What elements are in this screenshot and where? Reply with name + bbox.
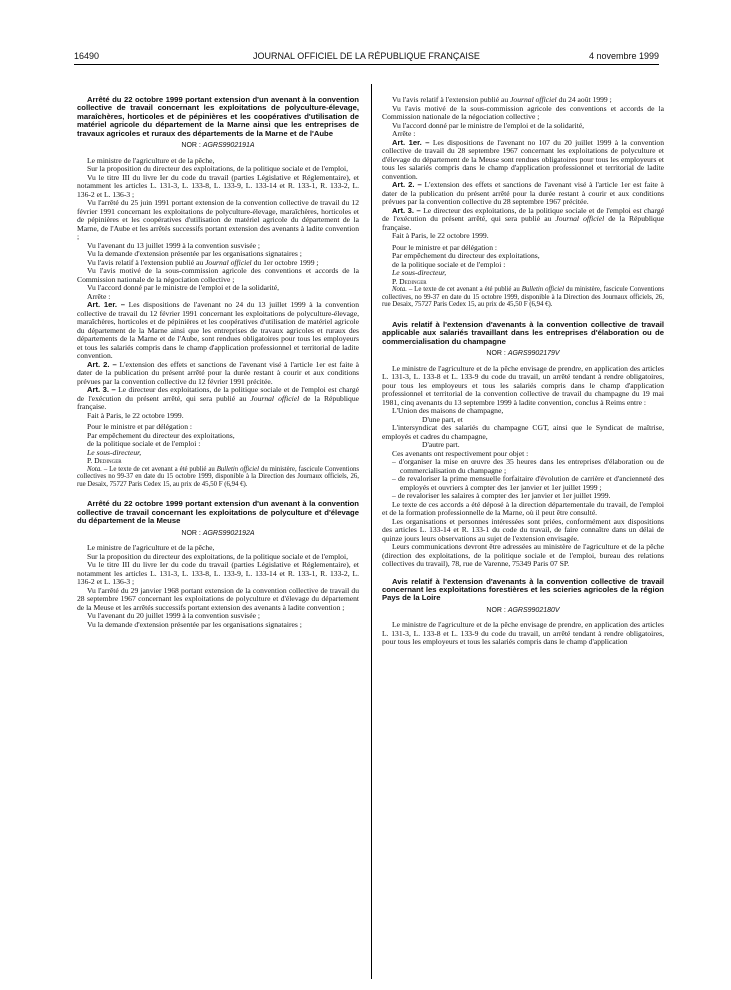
journal-ref: Journal officiel [555, 214, 605, 223]
nota-text: du ministère, fascicule Conventions collectives no 99-37 en date du 15 octobre 1999, disponible à la Direction des Journaux officiels, 26, rue Desaix, 75727 Paris Cedex 15, au prix de 45,50 F (6,94 €). [77, 465, 360, 488]
header-rule [74, 64, 659, 65]
left-column [77, 96, 359, 629]
journal-ref: Journal officiel [510, 95, 557, 104]
article-label: Art. 1er. – [87, 300, 125, 310]
article-1 [382, 139, 664, 182]
nor-label: NOR : [486, 350, 506, 357]
article-text: Les dispositions de l'avenant no 24 du 13 juillet 1999 à la convention collective de travail du 12 février 1991 concernant les exploitations de polyculture-élevage, maraîchères, horticoles et de pépinières et les coopératives d'utilisation de matériel agricole du département de la Marne ainsi que les entreprises de travaux agricoles et ruraux des départements de la Marne et de l'Aube, sont rendues obligatoires pour tous les employeurs et tous les salariés compris dans le champ d'application professionnel et territorial de ladite convention. [77, 300, 359, 361]
nota [77, 466, 359, 489]
column-divider [371, 84, 372, 979]
nor-reference [77, 142, 359, 151]
paragraph: Leurs communications devront être adressées au ministère de l'agriculture et de la pêche (direction des exploitations, de la politique sociale et de l'emploi, bureau des relations collectives du travail), 78, rue de Varenne, 75349 Paris 07 SP. [382, 542, 664, 568]
page-number: 16490 [74, 51, 100, 61]
signatory-name: P. Dedinger [87, 456, 122, 466]
paragraph: Sur la proposition du directeur des exploitations, de la politique sociale et de l'emploi, [87, 164, 348, 174]
paragraph: Le texte de ces accords a été déposé à la direction départementale du travail, de l'emploi et de la formation professionnelle de la Marne, où il peut être consulté. [382, 499, 664, 517]
paragraph: Vu le titre III du livre Ier du code du travail (parties Législative et Réglementaire), et notamment les articles L. 131-3, L. 133-8, L. 133-9, L. 133-14 et R. 133-1, R. 133-2, L. 136-2 et L. 136-3 ; [77, 172, 359, 199]
signature-line: de la politique sociale et de l'emploi : [87, 439, 201, 449]
paragraph: Vu l'arrêté du 29 janvier 1968 portant extension de la convention collective de travail du 28 septembre 1967 concernant les exploitations de polyculture et d'élevage du département de la Meuse et les arrêtés successifs portant extension des avenants à ladite convention ; [77, 585, 359, 612]
date-place: Fait à Paris, le 22 octobre 1999. [392, 231, 489, 240]
nor-code: AGRS9902180V [507, 606, 560, 614]
journal-ref: Journal officiel [205, 257, 252, 267]
nor-code: AGRS9902192A [202, 529, 255, 537]
right-column [382, 96, 664, 647]
signature-line: Pour le ministre et par délégation : [392, 242, 498, 252]
article-title: Arrêté du 22 octobre 1999 portant extension d'un avenant à la convention collective de travail concernant les exploitations de polyculture et d'élevage du département de la Meuse [77, 499, 359, 526]
nor-reference [77, 530, 359, 539]
signature-line: de la politique sociale et de l'emploi : [392, 259, 506, 269]
nota-label: Nota. – [392, 286, 413, 293]
nor-reference [382, 350, 664, 359]
paragraph: Vu l'accord donné par le ministre de l'emploi et de la solidarité, [87, 283, 280, 293]
article-text: L'extension des effets et sanctions de l'avenant visé à l'article 1er est faite à dater de la publication du présent arrêté pour la durée restant à courir et aux conditions prévues par la convention collective du 28 septembre 1967 précitée. [382, 180, 665, 206]
nor-code: AGRS9902179V [507, 350, 560, 357]
text-run: du 1er octobre 1999 ; [251, 257, 319, 267]
text-run: du 24 août 1999 ; [556, 95, 612, 104]
paragraph: Vu l'avenant du 13 juillet 1999 à la convention susvisée ; [87, 240, 261, 250]
paragraph: Vu l'avis motivé de la sous-commission agricole des conventions et accords de la Commission nationale de la négociation collective ; [382, 103, 664, 121]
signature-line: Par empêchement du directeur des exploitations, [392, 251, 540, 260]
article-1 [77, 301, 359, 361]
paragraph: L'intersyndicat des salariés du champagne CGT, ainsi que le Syndicat de maîtrise, employés et cadres du champagne, [382, 423, 664, 441]
nor-reference [382, 607, 664, 616]
nota-text: Le texte de cet avenant a été publié au [107, 465, 217, 473]
paragraph: D'une part, et [422, 414, 463, 424]
journal-title: JOURNAL OFFICIEL DE LA RÉPUBLIQUE FRANÇAISE [253, 51, 480, 61]
nota-label: Nota. – [87, 465, 108, 473]
paragraph: Vu l'accord donné par le ministre de l'emploi et de la solidarité, [392, 120, 585, 130]
signature-title: Le sous-directeur, [87, 447, 142, 457]
article-title: Avis relatif à l'extension d'avenants à la convention collective de travail applicable aux salariés travaillant dans les entreprises d'élaboration ou de commercialisation du champagne [382, 319, 664, 346]
article-2 [382, 181, 664, 207]
article-text: Les dispositions de l'avenant no 107 du 20 juillet 1999 à la convention collective de travail du 28 septembre 1967 concernant les exploitations de polyculture et d'élevage du département de la Meuse sont rendues obligatoires pour tous les employeurs et tous les salariés compris dans le champ d'application professionnel et territorial de ladite convention. [382, 137, 664, 181]
paragraph: Vu l'arrêté du 25 juin 1991 portant extension de la convention collective de travail du 12 février 1991 concernant les exploitations de polyculture-élevage, maraîchères, horticoles et de pépinières et les coopératives d'utilisation de matériel agricole du département de la Marne, de l'Aube et les arrêtés successifs portant extension des avenants à ladite convention ; [77, 198, 359, 242]
article-label: Art. 3. – [392, 205, 421, 215]
journal-ref: Journal officiel [250, 393, 300, 403]
nor-label: NOR : [181, 142, 201, 150]
article-label: Art. 2. – [392, 180, 422, 189]
bulletin-ref: Bulletin officiel [216, 465, 260, 473]
arrete-heading: Arrête : [392, 129, 416, 138]
list-item: – d'organiser la mise en œuvre des 35 heures dans les entreprises d'élaboration ou de commercialisation du champagne ; [392, 457, 664, 475]
article-title: Avis relatif à l'extension d'avenants à la convention collective de travail concernant les exploitations forestières et les scieries agricoles de la région Pays de la Loire [382, 576, 664, 603]
article-label: Art. 2. – [87, 359, 117, 369]
bulletin-ref: Bulletin officiel [521, 286, 565, 293]
signature-line: Pour le ministre et par délégation : [87, 422, 193, 432]
paragraph: Vu le titre III du livre Ier du code du travail (parties Législative et Réglementaire), et notamment les articles L. 131-3, L. 133-8, L. 133-9, L. 133-14 et R. 133-1, R. 133-2, L. 136-2 et L. 136-3 ; [77, 560, 359, 587]
paragraph: Le ministre de l'agriculture et de la pêche envisage de prendre, en application des articles L. 131-3, L. 133-8 et L. 133-9 du code du travail, un arrêté tendant à rendre obligatoires, pour tous les employeurs et tous les salariés compris dans le champ d'application professionnel et territorial de la convention collective de travail du champagne du 19 mai 1981, cinq avenants du 13 septembre 1999 à ladite convention, conclus à Reims entre : [382, 363, 664, 407]
article-text: de la République française. [382, 214, 665, 232]
paragraph: Le ministre de l'agriculture et de la pêche envisage de prendre, en application des articles L. 131-3, L. 133-8 et L. 133-9 du code du travail, un arrêté tendant à rendre obligatoires, pour tous les employeurs et tous les salariés compris dans le champ d'application [382, 620, 664, 647]
list-item: – de revaloriser la prime mensuelle forfaitaire d'évolution de carrière et d'ancienneté des employés et ouvriers à compter des 1er janvier et 1er juillet 1999 ; [392, 474, 664, 492]
signature-line: Par empêchement du directeur des exploitations, [87, 430, 235, 440]
article-text: L'extension des effets et sanctions de l'avenant visé à l'article 1er est faite à dater de la publication du présent arrêté pour la durée restant à courir et aux conditions prévues par la convention collective du 12 février 1991 précitée. [77, 359, 360, 386]
paragraph: Vu la demande d'extension présentée par les organisations signataires ; [87, 249, 302, 259]
paragraph: Le ministre de l'agriculture et de la pêche, [87, 543, 215, 553]
paragraph: Vu l'avenant du 20 juillet 1999 à la convention susvisée ; [87, 611, 261, 621]
page-header [74, 51, 659, 63]
paragraph: Le ministre de l'agriculture et de la pêche, [87, 155, 215, 165]
nota-text: du ministère, fascicule Conventions collectives, no 99-37 en date du 15 octobre 1999, disponible à la Direction des Journaux officiels, 26, rue Desaix, 75727 Paris Cedex 15, au prix de 45,50 F (6,94 €). [382, 286, 665, 309]
article-text: de la République française. [77, 393, 360, 412]
paragraph: Les organisations et personnes intéressées sont priées, conformément aux dispositions des articles L. 133-14 et R. 133-1 du code du travail, de faire connaître dans un délai de quinze jours leurs observations au sujet de l'extension envisagée. [382, 516, 664, 543]
article-text: Le directeur des exploitations, de la politique sociale et de l'emploi est chargé de l'exécution du présent arrêté, qui sera publié au [77, 385, 359, 403]
arrete-heading: Arrête : [87, 291, 111, 301]
article-title: Arrêté du 22 octobre 1999 portant extension d'un avenant à la convention collective de travail concernant les exploitations de polyculture-élevage, maraîchères, horticoles et de pépinières et les coopératives d'utilisation de matériel agricole du département de la Marne ainsi que les entreprises de travaux agricoles et ruraux des départements de la Marne et de l'Aube [77, 95, 359, 138]
objects-list [382, 458, 664, 501]
date-place: Fait à Paris, le 22 octobre 1999. [87, 410, 184, 420]
text-run: Vu l'avis relatif à l'extension publié au [392, 95, 511, 104]
article-3 [77, 386, 359, 412]
signatory-name: P. Dedinger [392, 276, 427, 286]
paragraph: Sur la proposition du directeur des exploitations, de la politique sociale et de l'emploi, [87, 551, 348, 561]
article-label: Art. 1er. – [392, 137, 430, 147]
article-text: Le directeur des exploitations, de la politique sociale et de l'emploi est chargé de l'exécution du présent arrêté, qui sera publié au [382, 205, 664, 223]
issue-date: 4 novembre 1999 [588, 51, 659, 61]
article-label: Art. 3. – [87, 385, 116, 395]
article-2 [77, 361, 359, 387]
text-run: Vu l'avis relatif à l'extension publié au [87, 257, 206, 267]
paragraph: Vu la demande d'extension présentée par les organisations signataires ; [87, 619, 302, 629]
nota-text: Le texte de cet avenant a été publié au [412, 286, 522, 293]
paragraph: Ces avenants ont respectivement pour objet : [392, 448, 529, 458]
paragraph: D'autre part. [422, 440, 460, 449]
paragraph: L'Union des maisons de champagne, [392, 406, 504, 415]
paragraph: Vu l'avis motivé de la sous-commission agricole des conventions et accords de la Commission nationale de la négociation collective ; [77, 266, 359, 284]
nor-label: NOR : [181, 529, 201, 537]
list-item: – de revaloriser les salaires à compter des 1er janvier et 1er juillet 1999. [392, 491, 611, 500]
signature-title: Le sous-directeur, [392, 268, 447, 277]
nor-code: AGRS9902191A [202, 142, 255, 150]
article-3 [382, 207, 664, 233]
nota [382, 286, 664, 309]
nor-label: NOR : [486, 606, 506, 614]
